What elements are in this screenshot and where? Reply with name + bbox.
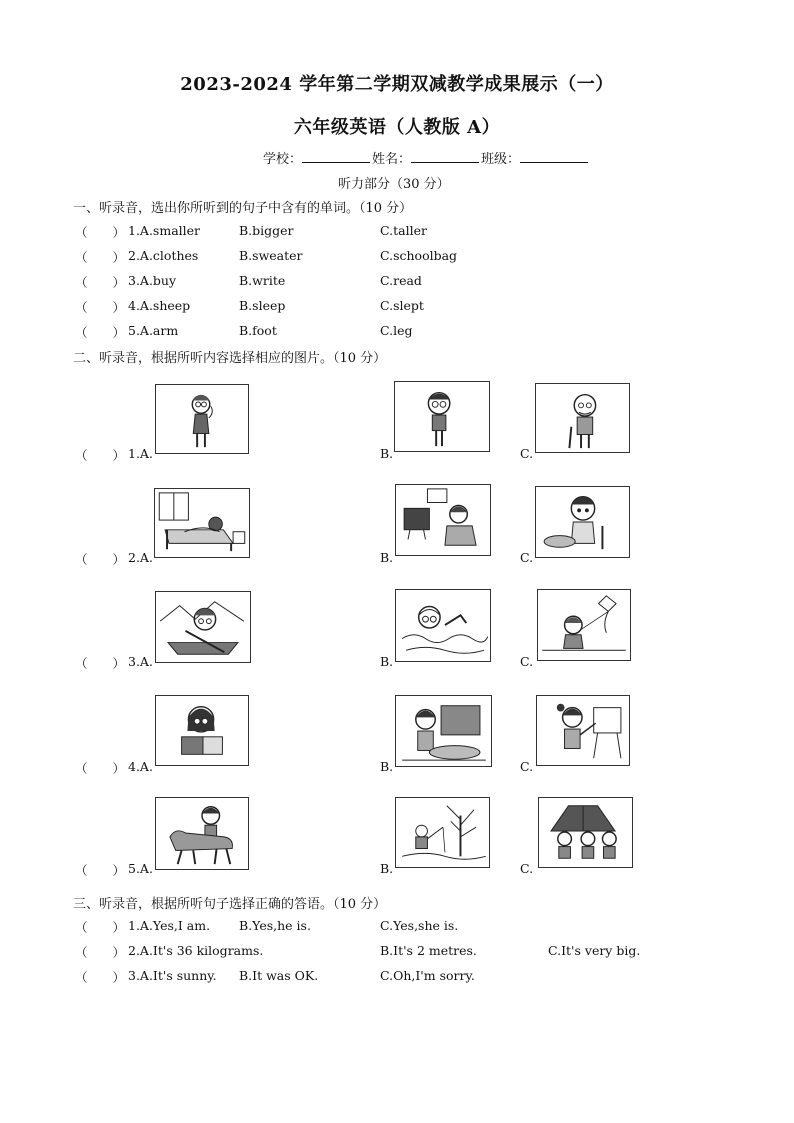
option-a: 4.A.sheep (128, 298, 191, 313)
boy-riding-horse-picture (155, 797, 249, 870)
option-b: B.sleep (239, 298, 286, 313)
girl-sleeping-bed-picture (154, 488, 250, 558)
option-c: C.Yes,she is. (380, 918, 459, 933)
boy-swimming-picture (395, 589, 491, 662)
page-title: 2023-2024 学年第二学期双减教学成果展示（一） (180, 74, 614, 95)
girl-washing-clothes-picture (535, 486, 630, 558)
option-b: B.write (239, 273, 286, 288)
option-b-label: B. (380, 550, 394, 565)
option-a-label: 4.A. (128, 759, 153, 774)
option-b-label: B. (380, 861, 394, 876)
answer-paren[interactable]: （ ） (75, 250, 126, 265)
answer-paren[interactable]: （ ） (75, 863, 126, 878)
option-c: C.Oh,I'm sorry. (380, 968, 475, 983)
answer-paren[interactable]: （ ） (75, 275, 126, 290)
kids-camping-tent-picture (538, 797, 633, 868)
answer-paren[interactable]: （ ） (75, 656, 126, 671)
woman-thinking-picture (155, 384, 249, 454)
name-label: 姓名： (372, 152, 412, 167)
boy-glasses-picture (394, 381, 490, 452)
page-subtitle: 六年级英语（人教版 A） (293, 117, 501, 138)
answer-paren[interactable]: （ ） (75, 761, 126, 776)
option-a-label: 1.A. (128, 446, 153, 461)
man-fishing-tree-picture (395, 797, 490, 868)
option-a: 5.A.arm (128, 323, 179, 338)
option-a: 2.A.clothes (128, 248, 199, 263)
option-b-label: B. (380, 654, 394, 669)
option-c-label: C. (520, 654, 534, 669)
option-c: C.slept (380, 298, 424, 313)
option-a: 1.A.smaller (128, 223, 201, 238)
girl-painting-picture (536, 695, 630, 766)
section1-heading: 一、听录音，选出你所听到的句子中含有的单词。（10 分） (73, 201, 413, 216)
name-field[interactable] (411, 150, 479, 163)
option-a: 3.A.It's sunny. (128, 968, 217, 983)
option-b: B.Yes,he is. (239, 918, 311, 933)
answer-paren[interactable]: （ ） (75, 300, 126, 315)
school-label: 学校： (263, 152, 303, 167)
girl-rowing-boat-picture (155, 591, 251, 663)
answer-paren[interactable]: （ ） (75, 225, 126, 240)
section2-heading: 二、听录音，根据所听内容选择相应的图片。（10 分） (73, 351, 387, 366)
part-label: 听力部分（30 分） (338, 177, 450, 192)
school-field[interactable] (302, 150, 370, 163)
section3-heading: 三、听录音，根据所听句子选择正确的答语。（10 分） (73, 897, 387, 912)
answer-paren[interactable]: （ ） (75, 970, 126, 985)
option-c: C.It's very big. (548, 943, 641, 958)
answer-paren[interactable]: （ ） (75, 325, 126, 340)
option-c-label: C. (520, 759, 534, 774)
answer-paren[interactable]: （ ） (75, 945, 126, 960)
option-b: B.It was OK. (239, 968, 319, 983)
option-a: 2.A.It's 36 kilograms. (128, 943, 264, 958)
option-c-label: C. (520, 861, 534, 876)
girl-cleaning-room-picture (395, 695, 492, 767)
answer-paren[interactable]: （ ） (75, 920, 126, 935)
option-b: B.sweater (239, 248, 303, 263)
class-label: 班级： (481, 152, 521, 167)
option-a-label: 3.A. (128, 654, 153, 669)
answer-paren[interactable]: （ ） (75, 552, 126, 567)
option-c: C.schoolbag (380, 248, 458, 263)
info-line (263, 148, 590, 167)
option-a-label: 2.A. (128, 550, 153, 565)
option-b-label: B. (380, 759, 394, 774)
grandpa-cane-picture (535, 383, 630, 453)
option-b: B.foot (239, 323, 277, 338)
girl-watching-tv-picture (395, 484, 491, 556)
option-b: B.bigger (239, 223, 294, 238)
option-c: C.read (380, 273, 422, 288)
option-b: B.It's 2 metres. (380, 943, 477, 958)
class-field[interactable] (520, 150, 588, 163)
option-b-label: B. (380, 446, 394, 461)
girl-reading-book-picture (155, 695, 249, 766)
option-a: 3.A.buy (128, 273, 177, 288)
option-c: C.taller (380, 223, 427, 238)
option-c-label: C. (520, 446, 534, 461)
option-a-label: 5.A. (128, 861, 153, 876)
option-c-label: C. (520, 550, 534, 565)
option-a: 1.A.Yes,I am. (128, 918, 211, 933)
answer-paren[interactable]: （ ） (75, 448, 126, 463)
girl-flying-kite-picture (537, 589, 631, 661)
option-c: C.leg (380, 323, 413, 338)
